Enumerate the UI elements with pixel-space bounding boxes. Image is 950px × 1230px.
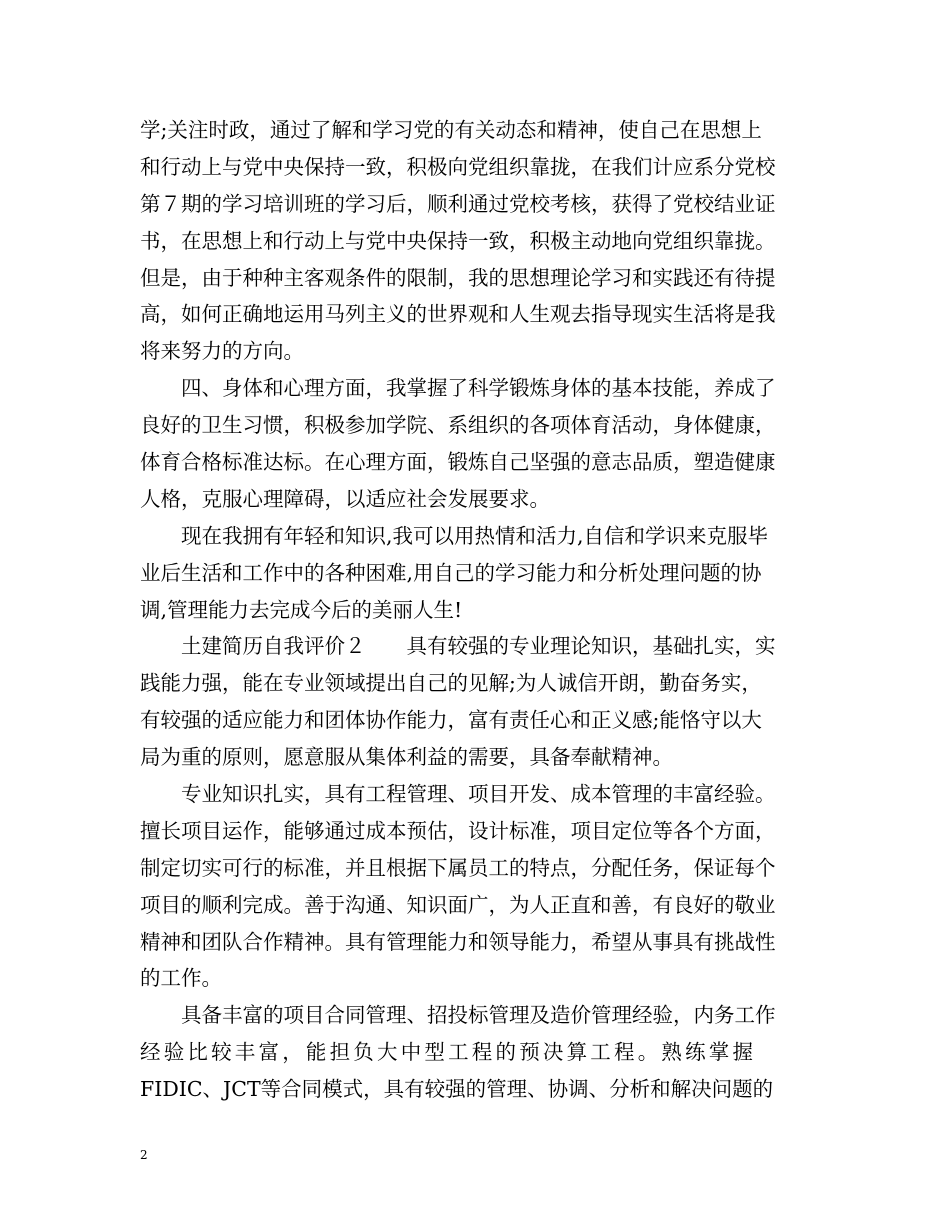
paragraph-start-line: 专业知识扎实，具有工程管理、项目开发、成本管理的丰富经验。 [181,782,776,807]
text-line: 有较强的适应能力和团体协作能力，富有责任心和正义感;能恪守以大 [140,708,762,733]
body-text [140,112,812,1108]
text-line: 将来努力的方向。 [140,339,304,364]
text-line: FIDIC、JCT等合同模式，具有较强的管理、协调、分析和解决问题的 [140,1077,774,1102]
text-line: 经验比较丰富，能担负大中型工程的预决算工程。熟练掌握 [140,1040,757,1065]
text-line: 高，如何正确地运用马列主义的世界观和人生观去指导现实生活将是我 [140,302,776,327]
text-line: 人格，克服心理障碍，以适应社会发展要求。 [140,486,550,511]
text-line: 良好的卫生习惯，积极参加学院、系组织的各项体育活动，身体健康， [140,413,776,438]
text-line: 业后生活和工作中的各种困难,用自己的学习能力和分析处理问题的协 [140,560,762,585]
text-line: 和行动上与党中央保持一致，积极向党组织靠拢，在我们计应系分党校 [140,154,776,179]
paragraph-start-line: 土建简历自我评价２ 具有较强的专业理论知识，基础扎实，实 [181,634,776,659]
text-line: 擅长项目运作，能够通过成本预估，设计标准，项目定位等各个方面， [140,818,776,843]
text-line: 践能力强，能在专业领域提出自己的见解;为人诚信开朗，勤奋务实， [140,671,762,696]
text-line: 但是，由于种种主客观条件的限制，我的思想理论学习和实践还有待提 [140,265,776,290]
paragraph-start-line: 具备丰富的项目合同管理、招投标管理及造价管理经验，内务工作 [181,1003,776,1028]
text-line: 学;关注时政，通过了解和学习党的有关动态和精神，使自己在思想上 [140,118,762,142]
paragraph-start-line: 四、身体和心理方面，我掌握了科学锻炼身体的基本技能，养成了 [181,376,776,401]
text-line: 书，在思想上和行动上与党中央保持一致，积极主动地向党组织靠拢。 [140,228,776,253]
text-line: 项目的顺利完成。善于沟通、知识面广，为人正直和善，有良好的敬业 [140,892,776,917]
text-line: 体育合格标准达标。在心理方面，锻炼自己坚强的意志品质，塑造健康 [140,450,776,475]
text-line: 制定切实可行的标准，并且根据下属员工的特点，分配任务，保证每个 [140,855,776,880]
text-line: 精神和团队合作精神。具有管理能力和领导能力，希望从事具有挑战性 [140,929,776,954]
page-number: 2 [140,1148,148,1162]
text-line: 局为重的原则，愿意服从集体利益的需要，具备奉献精神。 [140,745,673,770]
text-line: 第７期的学习培训班的学习后，顺利通过党校考核，获得了党校结业证 [140,191,776,216]
paragraph-start-line: 现在我拥有年轻和知识,我可以用热情和活力,自信和学识来克服毕 [181,523,769,548]
text-line: 调,管理能力去完成今后的美丽人生! [140,597,463,622]
text-line: 的工作。 [140,966,222,991]
